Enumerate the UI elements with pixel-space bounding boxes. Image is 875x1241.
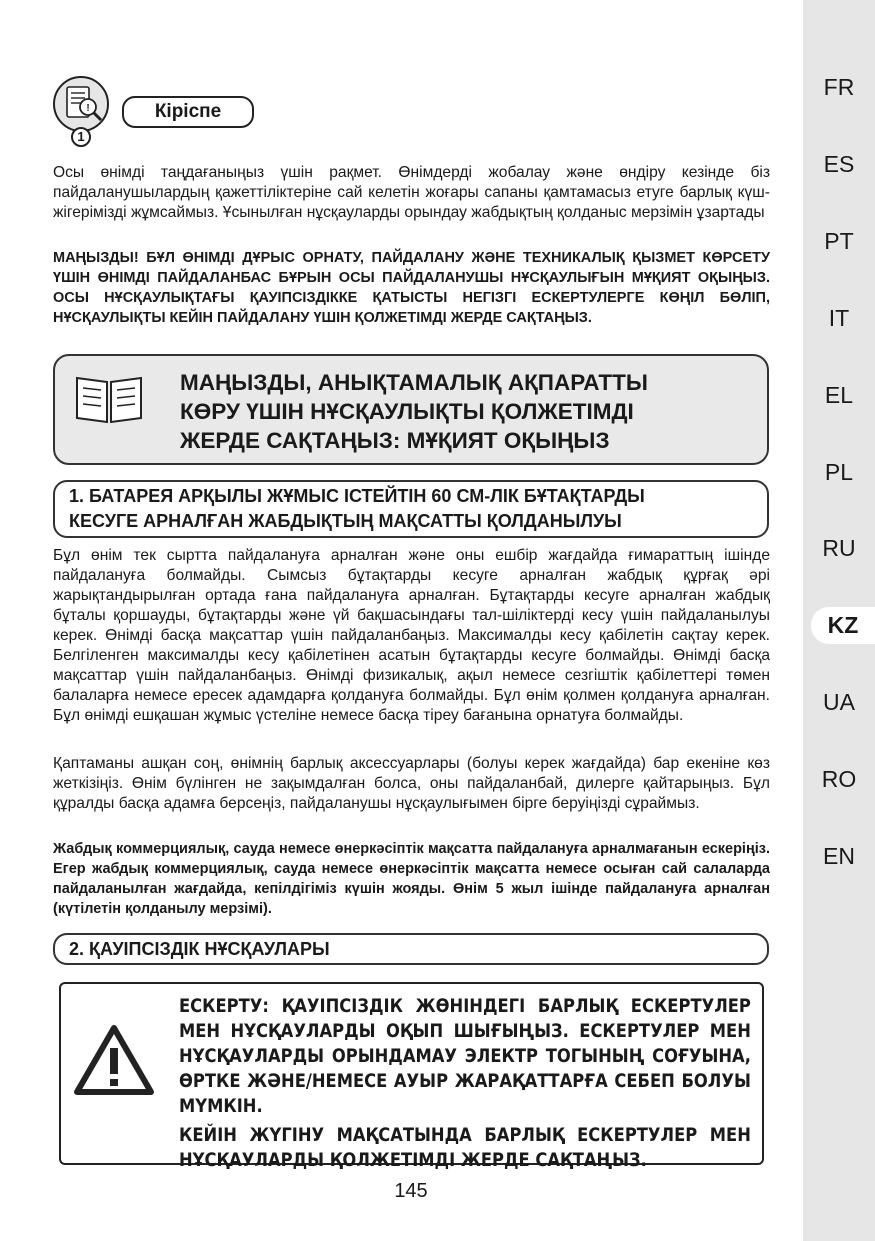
section-1-paragraph-3: Жабдық коммерциялық, сауда немесе өнеркәсіптік мақсатта пайдалануға арналмағанын ескеріңіз. Егер жабдық коммерциялық, сауда немесе өнеркәсіптік мақсатта немесе осыған сай салаларда пайдаланылған жағдайда, кепілдігіміз күшін жояды. Өнім 5 жыл ішінде пайдалануға арналған (күтілетін қолданылу мерзімі). — [53, 841, 770, 917]
lang-tab-fr[interactable]: FR — [823, 74, 855, 100]
warning-text-2: КЕЙІН ЖҮГІНУ МАҚСАТЫНДА БАРЛЫҚ ЕСКЕРТУЛЕР МЕН НҰСҚАУЛАРДЫ ҚОЛЖЕТІМДІ ЖЕРДЕ САҚТАҢЫЗ. — [179, 1124, 751, 1171]
lang-tab-el[interactable]: EL — [824, 382, 854, 408]
intro-paragraph: Осы өнімді таңдағаныңыз үшін рақмет. Өнімдерді жобалау және өндіру кезінде біз пайдаланушылардың қажеттіліктеріне сай келетін жоғары сапаны қамтамасыз етуге барлық күш-жігерімізді жұмсаймыз. Ұсынылған нұсқауларды орындау жабдықтың қолданыс мерзімін ұзартады — [53, 164, 770, 221]
step-number: 1 — [77, 129, 85, 144]
page-number: 145 — [394, 1180, 428, 1202]
lang-tab-es[interactable]: ES — [823, 151, 855, 177]
lang-tab-en[interactable]: EN — [823, 843, 855, 869]
lang-tab-kz-active[interactable]: KZ — [811, 607, 875, 644]
lang-tab-ua[interactable]: UA — [823, 689, 855, 715]
warning-text-1: ЕСКЕРТУ: ҚАУІПСІЗДІК ЖӨНІНДЕГІ БАРЛЫҚ ЕСКЕРТУЛЕР МЕН НҰСҚАУЛАРДЫ ОҚЫП ШЫҒЫҢЫЗ. ЕСКЕРТУЛЕР МЕН НҰСҚАУЛАРДЫ ОРЫНДАМАУ ЭЛЕКТР ТОГЫНЫҢ СОҒУЫНА, ӨРТКЕ ЖӘНЕ/НЕМЕСЕ АУЫР ЖАРАҚАТТАРҒА СЕБЕП БОЛУЫ МҮМКІН. — [179, 995, 751, 1117]
important-notice: МАҢЫЗДЫ! БҰЛ ӨНІМДІ ДҰРЫС ОРНАТУ, ПАЙДАЛАНУ ЖӘНЕ ТЕХНИКАЛЫҚ ҚЫЗМЕТ КӨРСЕТУ ҮШІН ӨНІМДІ ПАЙДАЛАНБАС БҰРЫН ОСЫ ПАЙДАЛАНУШЫ НҰСҚАУЛЫҒЫН МҰҚИЯТ ОҚЫҢЫЗ. ОСЫ НҰСҚАУЛЫҚТАҒЫ ҚАУІПСІЗДІККЕ ҚАТЫСТЫ НЕГІЗГІ ЕСКЕРТУЛЕРГЕ КӨҢІЛ БӨЛІП, НҰСҚАУЛЫҚТЫ КЕЙІН ПАЙДАЛАНУ ҮШІН ҚОЛЖЕТІМДІ ЖЕРДЕ САҚТАҢЫЗ. — [53, 250, 770, 326]
section-1-heading: 1. БАТАРЕЯ АРҚЫЛЫ ЖҰМЫС ІСТЕЙТІН 60 СМ-ЛІК БҰТАҚТАРДЫ КЕСУГЕ АРНАЛҒАН ЖАБДЫҚТЫҢ МАҚСАТТЫ ҚОЛДАНЫЛУЫ — [53, 480, 769, 538]
lang-tab-pl[interactable]: PL — [824, 459, 854, 485]
info-box — [53, 354, 769, 465]
section-2-heading: 2. ҚАУІПСІЗДІК НҰСҚАУЛАРЫ — [53, 933, 769, 965]
language-sidebar — [803, 0, 875, 1241]
section-1-paragraph-1: Бұл өнім тек сыртта пайдалануға арналған және оны ешбір жағдайда ғимараттың ішінде пайдалануға болмайды. Сымсыз бұтақтарды кесуге арналған жабдық құрғақ әрі жарықтандырылған ортада ғана пайдалануға арналған. Бұтақтарды кесуге арналған жабдық бұталы қоршауды, бұтақтарды және үй бақшасындағы тал-шіліктерді кесу үшін пайдаланылуы керек. Өнімді басқа мақсаттар үшін пайдаланбаңыз. Максималды кесу қабілетін сақтау керек. Белгіленген максималды кесу қабілетінен асатын бұтақтарды кесуге болмайды. Өнімді басқа мақсаттар үшін пайдаланбаңыз. Өнімді физикалық, ақыл немесе сезгіштік қабілеттері төмен балаларға немесе ересек адамдарға қолдануға болмайды. Бұл өнім қолмен қолдануға арналған. Бұл өнімді ешқашан жұмыс үстеліне немесе басқа тіреу бағанына орнатуға болмайды. — [53, 547, 770, 724]
lang-tab-it[interactable]: IT — [828, 305, 850, 331]
lang-tab-ru[interactable]: RU — [822, 535, 856, 561]
info-box-text: МАҢЫЗДЫ, АНЫҚТАМАЛЫҚ АҚПАРАТТЫ КӨРУ ҮШІН НҰСҚАУЛЫҚТЫ ҚОЛЖЕТІМДІ ЖЕРДЕ САҚТАҢЫЗ: МҰҚИЯТ ОҚЫҢЫЗ — [180, 370, 648, 453]
warning-box — [59, 982, 764, 1171]
intro-title: Кіріспе — [122, 96, 254, 128]
warning-text — [179, 994, 751, 1177]
lang-tab-ro[interactable]: RO — [821, 766, 857, 792]
section-1-paragraph-2: Қаптаманы ашқан соң, өнімнің барлық аксессуарлары (болуы керек жағдайда) бар екеніне көз жеткізіңіз. Өнім бүлінген не зақымдалған болса, оны пайдаланбай, дилерге қайтарыңыз. Бұл құралды басқа адамға берсеңіз, пайдаланушы нұсқаулығымен бірге беруіңізді сұраймыз. — [53, 755, 770, 812]
svg-text:!: ! — [86, 103, 90, 114]
warning-triangle-icon — [73, 1024, 155, 1096]
open-book-icon — [73, 370, 145, 426]
lang-tab-pt[interactable]: PT — [824, 228, 854, 254]
